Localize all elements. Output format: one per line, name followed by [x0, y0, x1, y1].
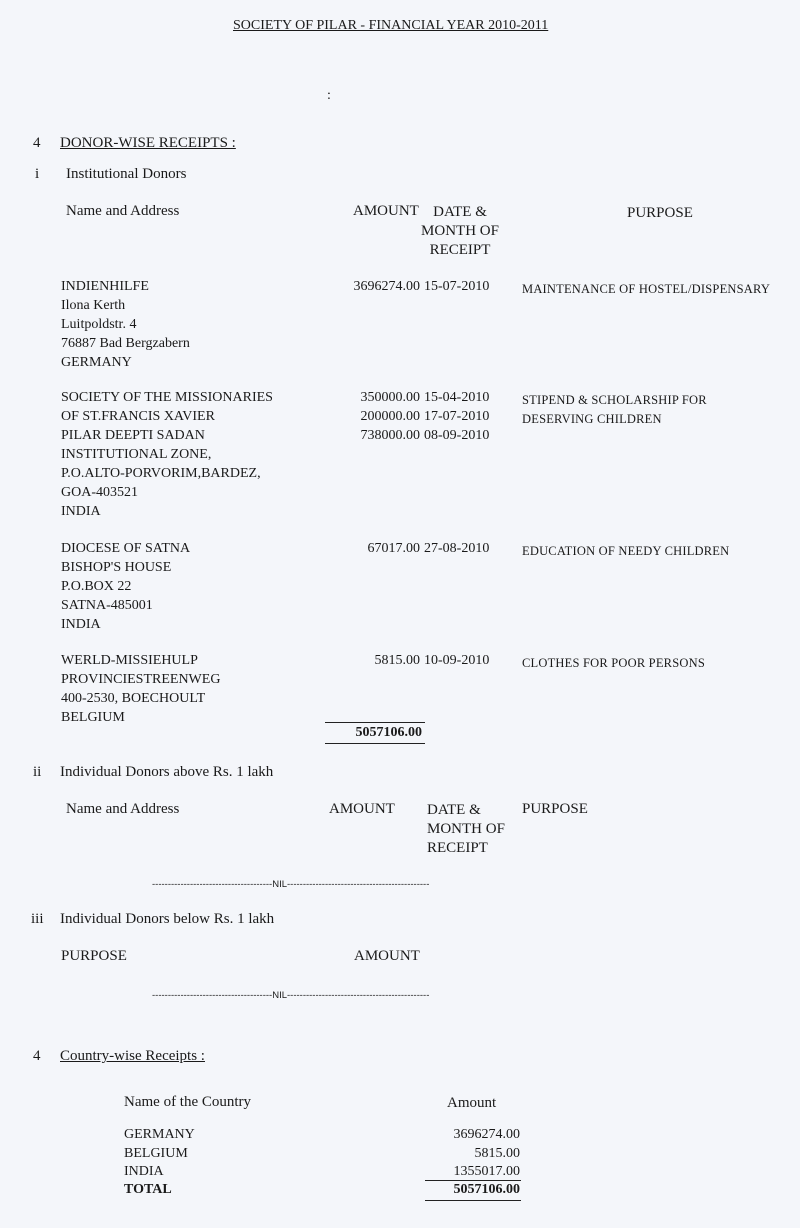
subsection-label-ii: ii: [33, 764, 42, 780]
donor-amount: 5815.00: [374, 653, 420, 668]
header-purpose: PURPOSE: [522, 801, 588, 817]
subsection-title-i: Institutional Donors: [66, 166, 187, 182]
country-total: 5057106.00: [453, 1182, 520, 1197]
donor-purpose: EDUCATION OF NEEDY CHILDREN: [522, 544, 730, 558]
donor-date: 15-07-2010: [424, 279, 490, 294]
donor-address: INDIENHILFE Ilona Kerth Luitpoldstr. 4 76887 Bad Bergzabern GERMANY: [61, 279, 190, 370]
total-rule: [325, 743, 425, 744]
header-name: Name and Address: [66, 203, 180, 219]
header-amount: AMOUNT: [354, 948, 420, 964]
subsection-label-i: i: [35, 166, 40, 182]
subsection-label-iii: iii: [31, 911, 44, 927]
subsection-title-iii: Individual Donors below Rs. 1 lakh: [60, 911, 275, 927]
total-rule: [325, 722, 425, 723]
header-amount: AMOUNT: [329, 801, 395, 817]
nil-line: --------------------------------------NIL---------------------------------------------: [152, 879, 430, 890]
donor-address: WERLD-MISSIEHULP PROVINCIESTREENWEG 400-2530, BOECHOULT BELGIUM: [61, 653, 221, 725]
donor-amount: 67017.00: [367, 541, 420, 556]
donor-address: SOCIETY OF THE MISSIONARIES OF ST.FRANCIS XAVIER PILAR DEEPTI SADAN INSTITUTIONAL ZONE, P.O.ALTO-PORVORIM,BARDEZ, GOA-403521 INDIA: [61, 390, 273, 519]
total-rule: [425, 1180, 521, 1181]
donor-date: 27-08-2010: [424, 541, 490, 556]
header-country: Name of the Country: [124, 1094, 252, 1110]
header-name: Name and Address: [66, 801, 180, 817]
donor-purpose: CLOTHES FOR POOR PERSONS: [522, 656, 705, 670]
header-purpose: PURPOSE: [627, 205, 693, 221]
nil-line: --------------------------------------NIL---------------------------------------------: [152, 990, 430, 1001]
section-heading: DONOR-WISE RECEIPTS :: [60, 135, 236, 151]
donor-date: 15-04-2010 17-07-2010 08-09-2010: [424, 390, 490, 443]
donor-date: 10-09-2010: [424, 653, 490, 668]
donor-amount: 3696274.00: [353, 279, 420, 294]
header-date: DATE & MONTH OF RECEIPT: [421, 204, 499, 258]
stray-colon: :: [327, 88, 331, 103]
subsection-title-ii: Individual Donors above Rs. 1 lakh: [60, 764, 274, 780]
page-title: SOCIETY OF PILAR - FINANCIAL YEAR 2010-2011: [233, 18, 549, 33]
donor-purpose: MAINTENANCE OF HOSTEL/DISPENSARY: [522, 282, 771, 296]
institutional-total: 5057106.00: [355, 725, 422, 740]
section-heading: Country-wise Receipts :: [60, 1048, 205, 1064]
country-names: GERMANY BELGIUM INDIA: [124, 1127, 195, 1179]
header-amount: Amount: [447, 1095, 497, 1111]
country-total-label: TOTAL: [124, 1182, 172, 1197]
country-amounts: 3696274.00 5815.00 1355017.00: [453, 1127, 520, 1179]
header-amount: AMOUNT: [353, 203, 419, 219]
section-number: 4: [33, 135, 41, 151]
donor-purpose: STIPEND & SCHOLARSHIP FOR DESERVING CHILDREN: [522, 393, 707, 426]
header-date: DATE & MONTH OF RECEIPT: [427, 802, 505, 856]
total-rule: [425, 1200, 521, 1201]
donor-address: DIOCESE OF SATNA BISHOP'S HOUSE P.O.BOX 22 SATNA-485001 INDIA: [61, 541, 191, 632]
section-number: 4: [33, 1048, 41, 1064]
header-purpose: PURPOSE: [61, 948, 127, 964]
donor-amount: 350000.00 200000.00 738000.00: [360, 390, 420, 443]
